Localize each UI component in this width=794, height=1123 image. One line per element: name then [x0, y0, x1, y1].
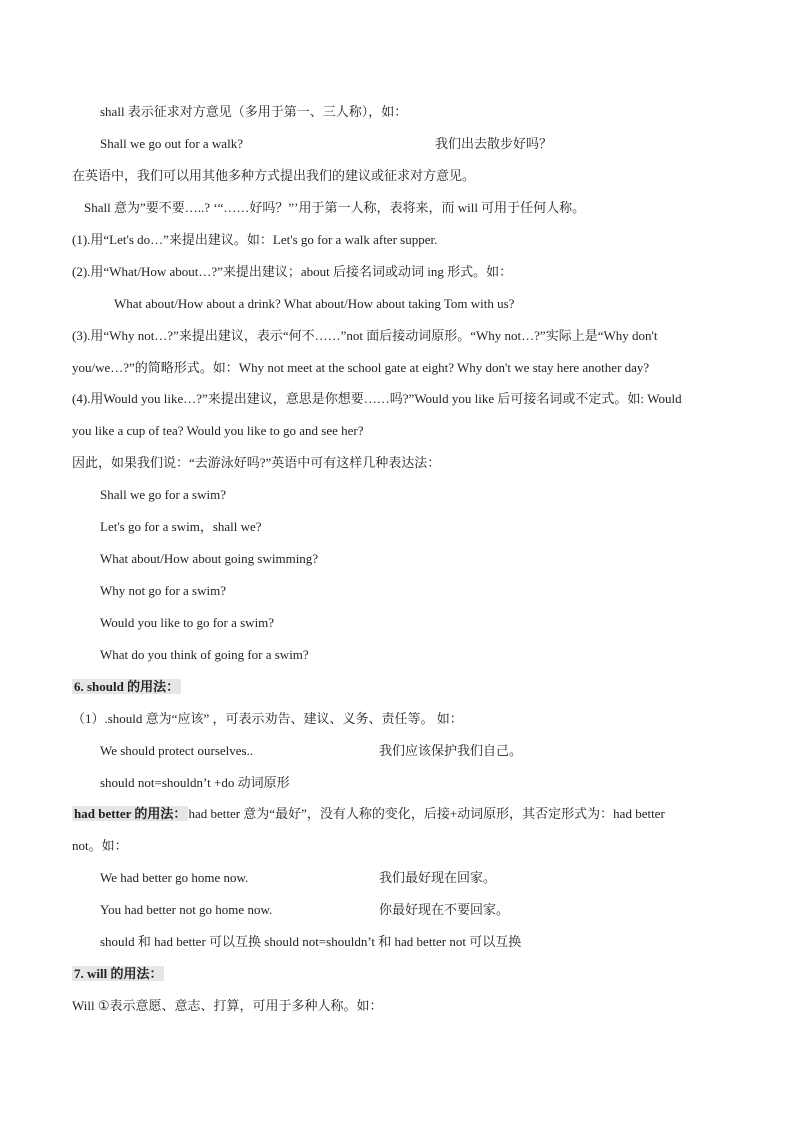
- example-english: You had better not go home now.: [100, 902, 273, 917]
- example-line: What about/How about going swimming?: [100, 551, 319, 566]
- rule-3-line: (3).用“Why not…?”来提出建议，表示“何不……”not 面后接动词原形。“Why not…?”实际上是“Why don't: [72, 328, 658, 343]
- paragraph-continuation: not。如：: [72, 838, 128, 853]
- example-line: What do you think of going for a swim?: [100, 647, 309, 662]
- example-line: Shall we go for a swim?: [100, 487, 227, 502]
- example-line: Let's go for a swim，shall we?: [100, 519, 262, 534]
- rule-2-line: (2).用“What/How about…?”来提出建议；about 后接名词或动词 ing 形式。如：: [72, 264, 513, 279]
- paragraph-line: 因此，如果我们说：“去游泳好吗?”英语中可有这样几种表达法：: [72, 455, 441, 470]
- had-better-label: had better 的用法：: [74, 806, 187, 821]
- example-line: Why not go for a swim?: [100, 583, 227, 598]
- paragraph-line: （1）.should 意为“应该” ，可表示劝告、建议、义务、责任等。 如：: [72, 711, 463, 726]
- example-chinese: 你最好现在不要回家。: [379, 902, 510, 917]
- shall-intro-line: shall 表示征求对方意见（多用于第一、三人称），如：: [100, 104, 408, 119]
- example-chinese: 我们出去散步好吗？: [435, 136, 553, 151]
- paragraph-line: should 和 had better 可以互换 should not=shouldn’t 和 had better not 可以互换: [100, 934, 522, 949]
- rule-4-line: (4).用Would you like…?”来提出建议，意思是你想要……吗?”Would you like 后可接名词或不定式。如: Would: [72, 391, 682, 406]
- section-heading: 6. should 的用法：: [74, 679, 180, 694]
- example-line: Would you like to go for a swim?: [100, 615, 275, 630]
- paragraph-line: should not=shouldn’t +do 动词原形: [100, 775, 290, 790]
- rule-4-continuation: you like a cup of tea? Would you like to go and see her?: [72, 423, 364, 438]
- example-chinese: 我们最好现在回家。: [379, 870, 497, 885]
- rule-1-line: (1).用“Let's do…”来提出建议。如：Let's go for a walk after supper.: [72, 232, 438, 247]
- section-heading-container: [72, 965, 164, 983]
- section-heading-container: [72, 678, 181, 696]
- example-english: Shall we go out for a walk?: [100, 136, 243, 151]
- example-english: We should protect ourselves..: [100, 743, 254, 758]
- had-better-text: had better 意为“最好”，没有人称的变化，后接+动词原形，其否定形式为：had better: [188, 806, 665, 821]
- rule-3-continuation: you/we…?”的简略形式。如：Why not meet at the school gate at eight? Why don't we stay here another day?: [72, 360, 650, 375]
- section-heading: 7. will 的用法：: [74, 966, 163, 981]
- paragraph-line: Shall 意为”要不要…..? ‘“……好吗？”’用于第一人称，表将来，而 will 可用于任何人称。: [84, 200, 586, 215]
- example-line: What about/How about a drink? What about/How about taking Tom with us?: [114, 296, 515, 311]
- paragraph-line: Will ①表示意愿、意志、打算，可用于多种人称。如：: [72, 998, 383, 1013]
- example-chinese: 我们应该保护我们自己。: [379, 743, 523, 758]
- paragraph-line: 在英语中，我们可以用其他多种方式提出我们的建议或征求对方意见。: [72, 168, 476, 183]
- had-better-line: [72, 805, 665, 823]
- example-english: We had better go home now.: [100, 870, 249, 885]
